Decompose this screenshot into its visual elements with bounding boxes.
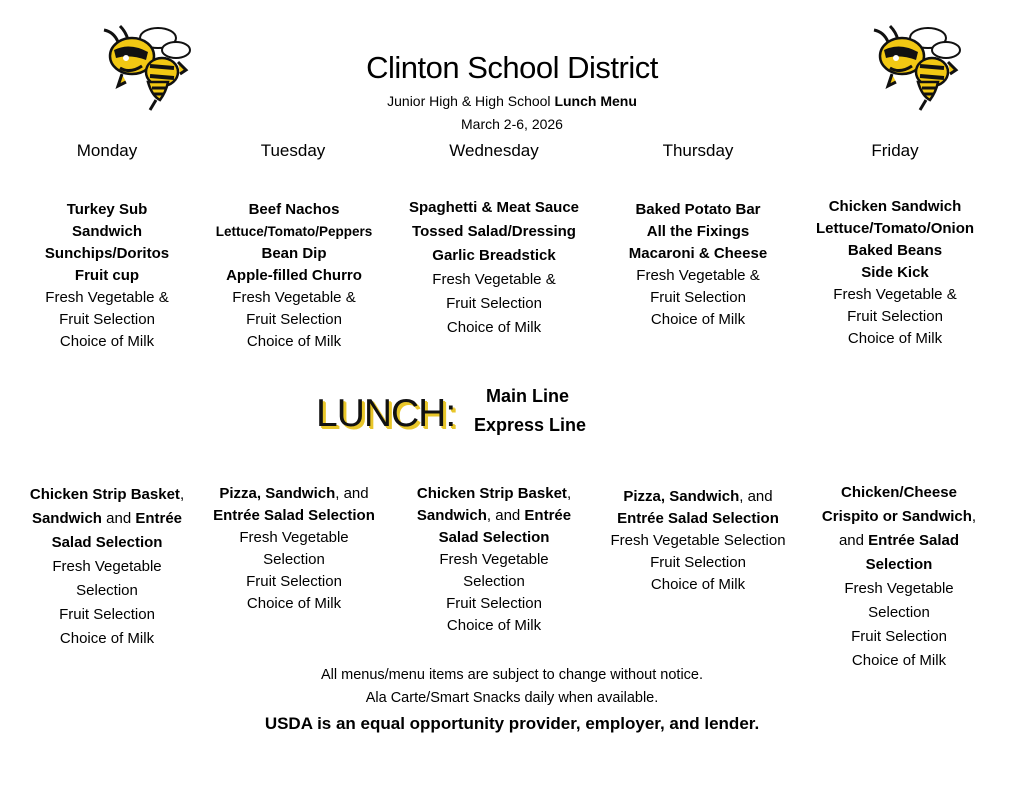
- menu-item: Fresh Vegetable &: [432, 271, 556, 288]
- menu-item: [7, 483, 207, 507]
- menu-item-text: ,: [971, 508, 977, 525]
- footer-note-snacks: Ala Carte/Smart Snacks daily when available.: [365, 690, 659, 706]
- day-wednesday: Wednesday: [449, 141, 539, 160]
- menu-item-bold: Chicken Strip Basket: [416, 485, 567, 502]
- menu-item: [7, 507, 207, 531]
- menu-item-text: and: [101, 510, 136, 527]
- menu-item: Lettuce/Tomato/Onion: [815, 220, 975, 237]
- menu-item-bold: Chicken Strip Basket: [29, 486, 180, 503]
- menu-date: March 2-6, 2026: [461, 116, 563, 132]
- menu-item: Sunchips/Doritos: [44, 245, 170, 262]
- menu-item: Selection: [263, 551, 325, 568]
- menu-item: Fruit Selection: [59, 606, 155, 623]
- menu-item: Choice of Milk: [851, 652, 947, 669]
- menu-item: [394, 483, 594, 505]
- menu-item: Fresh Vegetable: [439, 551, 549, 568]
- menu-item: Baked Beans: [847, 242, 943, 259]
- menu-item: Choice of Milk: [59, 630, 155, 647]
- menu-item: Choice of Milk: [246, 333, 342, 350]
- menu-item-bold: Sandwich: [416, 507, 487, 524]
- menu-item: Garlic Breadstick: [432, 247, 556, 264]
- menu-item: Fruit Selection: [851, 628, 947, 645]
- menu-item-bold: Crispito or Sandwich: [821, 508, 972, 525]
- menu-item: Fresh Vegetable &: [833, 286, 957, 303]
- express-line-label: Express Line: [474, 415, 587, 435]
- menu-item-text: ,: [566, 485, 572, 502]
- lunch-heading: LUNCH:: [316, 392, 456, 435]
- menu-item-bold: Salad Selection: [51, 534, 163, 551]
- usda-statement: USDA is an equal opportunity provider, employer, and lender.: [264, 714, 760, 733]
- express-menu-tuesday: [193, 483, 395, 615]
- express-menu-thursday: [598, 486, 798, 596]
- menu-item: Choice of Milk: [59, 333, 155, 350]
- day-thursday: Thursday: [662, 141, 734, 160]
- menu-item-bold: Sandwich: [31, 510, 102, 527]
- menu-item: Tossed Salad/Dressing: [412, 223, 576, 240]
- menu-item-text: , and: [739, 488, 773, 505]
- menu-item: Fruit Selection: [246, 573, 342, 590]
- menu-item: Fresh Vegetable &: [636, 267, 760, 284]
- menu-item: Turkey Sub: [66, 201, 148, 218]
- menu-item: Choice of Milk: [650, 576, 746, 593]
- menu-item: Selection: [76, 582, 138, 599]
- menu-item-bold: Pizza, Sandwich: [219, 485, 336, 502]
- menu-item: Choice of Milk: [847, 330, 943, 347]
- menu-item: [799, 481, 999, 505]
- menu-item: Selection: [463, 573, 525, 590]
- menu-item: [394, 527, 594, 549]
- menu-item: Fresh Vegetable: [52, 558, 162, 575]
- menu-item: Fresh Vegetable: [239, 529, 349, 546]
- main-menu-tuesday: [193, 199, 395, 353]
- menu-item: Choice of Milk: [446, 617, 542, 634]
- menu-item: Macaroni & Cheese: [628, 245, 768, 262]
- menu-item: Fruit Selection: [59, 311, 155, 328]
- subtitle-bold: Lunch Menu: [554, 93, 637, 109]
- menu-item: Beef Nachos: [248, 201, 340, 218]
- main-menu-thursday: [598, 199, 798, 331]
- menu-item: Fresh Vegetable &: [45, 289, 169, 306]
- express-menu-friday: [799, 481, 999, 673]
- menu-item: Baked Potato Bar: [635, 201, 761, 218]
- menu-item: [799, 529, 999, 553]
- menu-item: [799, 505, 999, 529]
- menu-item: Lettuce/Tomato/Peppers: [215, 224, 373, 239]
- menu-item-bold: Entrée: [135, 510, 183, 527]
- express-menu-wednesday: [394, 483, 594, 637]
- menu-item: Fruit Selection: [446, 595, 542, 612]
- menu-item: [799, 553, 999, 577]
- menu-item-bold: Entrée Salad Selection: [617, 510, 779, 527]
- menu-item: Fresh Vegetable: [844, 580, 954, 597]
- menu-item: [193, 483, 395, 505]
- menu-item-bold: Entrée Salad Selection: [213, 507, 375, 524]
- menu-item-bold: Entrée: [524, 507, 572, 524]
- menu-item: Bean Dip: [261, 245, 327, 262]
- express-menu-monday: [7, 483, 207, 651]
- main-menu-wednesday: [394, 196, 594, 340]
- menu-item: Fresh Vegetable Selection: [610, 532, 786, 549]
- menu-item-text: and: [838, 532, 869, 549]
- main-line-label: Main Line: [486, 386, 570, 406]
- day-tuesday: Tuesday: [260, 141, 326, 160]
- main-menu-friday: [795, 196, 995, 350]
- menu-item-bold: Salad Selection: [438, 529, 550, 546]
- menu-item-bold: Pizza, Sandwich: [623, 488, 740, 505]
- menu-item: Spaghetti & Meat Sauce: [408, 199, 580, 216]
- menu-item: Sandwich: [71, 223, 142, 240]
- footer-note-change: All menus/menu items are subject to change without notice.: [320, 667, 704, 683]
- menu-item: [598, 508, 798, 530]
- menu-item: Apple-filled Churro: [226, 267, 362, 284]
- day-monday: Monday: [76, 141, 138, 160]
- menu-item: All the Fixings: [646, 223, 750, 240]
- menu-item: Choice of Milk: [446, 319, 542, 336]
- menu-item: Fruit Selection: [650, 289, 746, 306]
- page-title: Clinton School District: [366, 50, 658, 85]
- menu-item: Fruit Selection: [650, 554, 746, 571]
- menu-item-text: ,: [179, 486, 185, 503]
- menu-item: Fruit cup: [74, 267, 140, 284]
- main-menu-monday: [7, 199, 207, 353]
- menu-item: Choice of Milk: [650, 311, 746, 328]
- menu-item-text: , and: [335, 485, 369, 502]
- day-friday: Friday: [871, 141, 919, 160]
- menu-item-bold: Chicken/Cheese: [841, 484, 957, 501]
- menu-item-bold: Selection: [865, 556, 933, 573]
- menu-item: Selection: [868, 604, 930, 621]
- menu-item: Choice of Milk: [246, 595, 342, 612]
- menu-item-bold: Entrée Salad: [868, 532, 960, 549]
- menu-item: Side Kick: [861, 264, 929, 281]
- menu-item: Fruit Selection: [246, 311, 342, 328]
- menu-item: Fruit Selection: [446, 295, 542, 312]
- menu-item: Fruit Selection: [847, 308, 943, 325]
- menu-item-text: , and: [486, 507, 525, 524]
- menu-item: [394, 505, 594, 527]
- menu-item: [7, 531, 207, 555]
- menu-item: Chicken Sandwich: [828, 198, 962, 215]
- menu-item: [193, 505, 395, 527]
- menu-item: Fresh Vegetable &: [232, 289, 356, 306]
- menu-item: [598, 486, 798, 508]
- subtitle-text: Junior High & High School: [387, 93, 555, 109]
- page-subtitle: [0, 93, 1024, 109]
